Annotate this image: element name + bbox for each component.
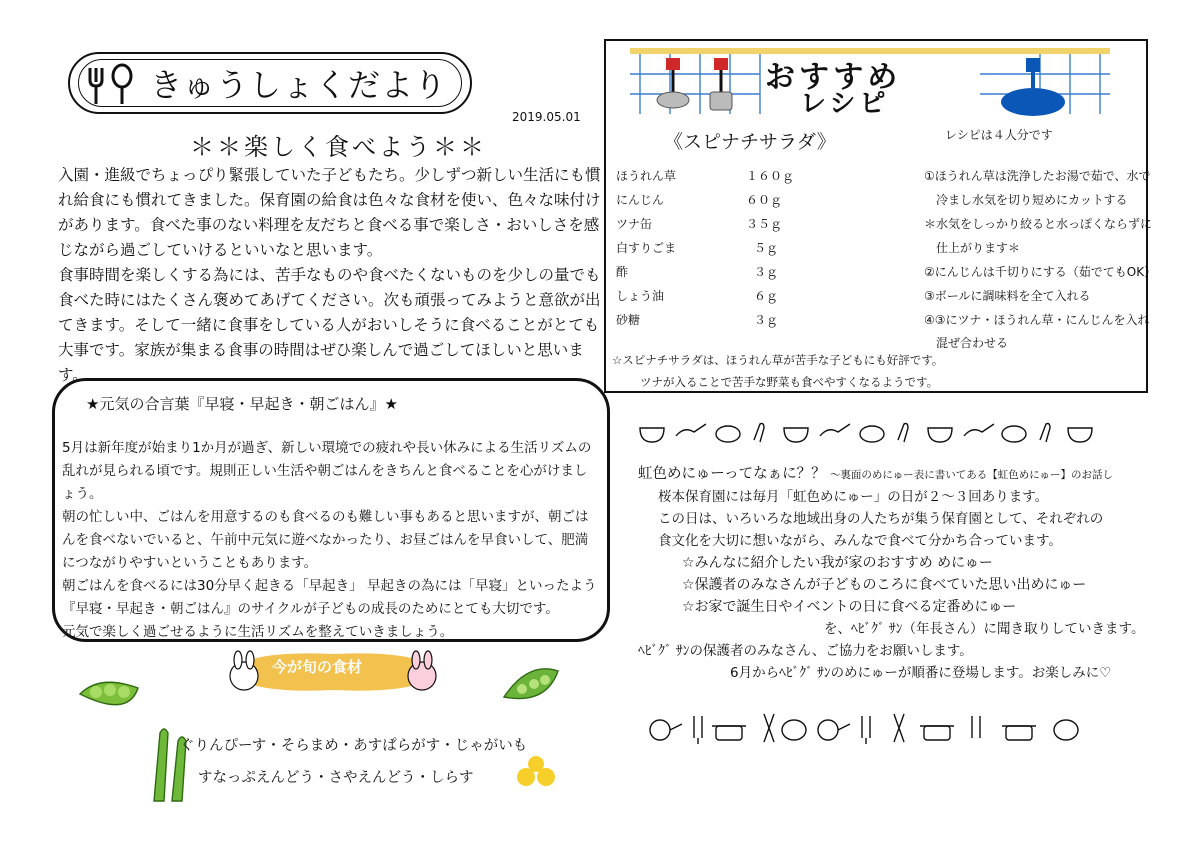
- intro-paragraph: 入園・進級でちょっぴり緊張していた子どもたち。少しずつ新しい生活にも慣れ給食にも慣れてきました。保育園の給食は色々な食材を使い、色々な味付けがあります。食べた事のない料理を友だちと食べる事で楽しさ・おいしさを感じながら過ごしていけるといいなと思います。: [58, 166, 601, 259]
- niji-subnote: ～裏面のめにゅー表に書いてある【虹色めにゅー】のお話し: [829, 469, 1114, 481]
- ingredient-amount: ５ｇ: [754, 241, 779, 255]
- recipe-step: ③ボールに調味料を全て入れる: [924, 289, 1091, 303]
- snap-pea-icon: [500, 665, 562, 707]
- tableware-border-top: [636, 418, 1096, 450]
- recipe-step: 混ぜ合わせる: [936, 336, 1009, 350]
- niji-item: ☆保護者のみなさんが子どものころに食べていた思い出めにゅー: [682, 577, 1087, 593]
- ingredient-amount: ３ｇ: [754, 265, 779, 279]
- niji-line: ﾍﾋﾞｸﾞ ｻﾝの保護者のみなさん、ご協力をお願いします。: [638, 643, 973, 659]
- ingredient-name: ほうれん草: [616, 169, 677, 183]
- ingredient-amount: ３ｇ: [754, 313, 779, 327]
- ingredient-name: 酢: [616, 265, 629, 279]
- recipe-name: 《スピナチサラダ》: [664, 131, 836, 153]
- slogan-body: [62, 437, 598, 644]
- seasonal-foods-line2: すなっぷえんどう・さやえんどう・しらす: [198, 770, 474, 786]
- ingredient-amount: １６０ｇ: [746, 169, 795, 183]
- ingredient-name: にんじん: [616, 193, 665, 207]
- slogan-line: 朝の忙しい中、ごはんを用意するのも食べるのも難しい事もあると思いますが、朝ごはんを食べないでいると、午前中元気に遊べなかったり、お昼ごはんを早食いして、肥満につながりやすいということもあります。: [62, 509, 589, 571]
- recipe-step: ＊水気をしっかり絞ると水っぽくならずに: [924, 217, 1153, 231]
- ingredient-name: しょう油: [616, 289, 665, 303]
- recipe-step: ②にんじんは千切りにする（茹でてもOK）: [924, 265, 1157, 279]
- title-frame: [68, 52, 472, 114]
- slogan-line: 5月は新年度が始まり1か月が過ぎ、新しい環境での疲れや長い休みによる生活リズムの乱れが見られる頃です。規則正しい生活や朝ごはんをきちんと食べることを心がけましょう。: [62, 440, 592, 502]
- fork-spoon-icon: [82, 62, 142, 106]
- intro-paragraph: 食事時間を楽しくする為には、苦手なものや食べたくないものを少しの量でも食べた時にはたくさん褒めてあげてください。次も頑張ってみようと意欲が出てきます。そして一緒に食事をしている人がおいしそうに食べることがとても大事です。家族が集まる食事の時間はぜひ楽しんで過ごしてほしいと思います。: [58, 266, 601, 384]
- recipe-header-subtitle: レシピ: [800, 89, 890, 119]
- slogan-line: 元気で楽しく過ごせるように生活リズムを整えていきましょう。: [62, 624, 454, 640]
- niji-line: この日は、いろいろな地域出身の人たちが集う保育園として、それぞれの: [658, 511, 1104, 527]
- ingredient-amount: ３５ｇ: [746, 217, 783, 231]
- seasonal-banner-label: 今が旬の食材: [272, 658, 363, 676]
- seasonal-foods-line1: ぐりんぴーす・そらまめ・あすぱらがす・じゃがいも: [180, 738, 528, 754]
- ingredient-amount: ６ｇ: [754, 289, 779, 303]
- recipe-header-title: おすすめ: [765, 60, 902, 95]
- recipe-note: ツナが入ることで苦手な野菜も食べやすくなるようです。: [640, 375, 939, 389]
- recipe-step: ①ほうれん草は洗浄したお湯で茹で、水で: [924, 169, 1151, 183]
- newsletter-title: きゅうしょくだより: [150, 66, 448, 104]
- intro-text: [58, 163, 604, 388]
- recipe-step: 仕上がります＊: [936, 241, 1021, 255]
- ingredient-amount: ６０ｇ: [746, 193, 783, 207]
- ingredient-name: 白すりごま: [616, 241, 677, 255]
- beans-icon: [514, 755, 560, 789]
- recipe-serves: レシピは４人分です: [945, 128, 1053, 142]
- niji-menu-section: [638, 463, 1158, 684]
- niji-line: 食文化を大切に想いながら、みんなで食べて分かち合っています。: [658, 533, 1062, 549]
- niji-line: 6月からﾍﾋﾞｸﾞ ｻﾝのめにゅーが順番に登場します。お楽しみに♡: [730, 665, 1112, 681]
- ingredient-name: ツナ缶: [616, 217, 653, 231]
- slogan-line: 朝ごはんを食べるには30分早く起きる「早起き」 早起きの為には「早寝」といったよう『早寝・早起き・朝ごはん』のサイクルが子どもの成長のためにとても大切です。: [62, 578, 597, 617]
- niji-line: を、ﾍﾋﾞｸﾞ ｻﾝ（年長さん）に聞き取りしていきます。: [824, 621, 1145, 637]
- issue-date: 2019.05.01: [512, 110, 581, 124]
- recipe-step: ④③にツナ・ほうれん草・にんじんを入れ: [924, 313, 1150, 327]
- kitchen-tools-border-bottom: [646, 708, 1086, 748]
- niji-heading: 虹色めにゅーってなぁに？？: [638, 466, 826, 482]
- headline: ＊＊楽しく食べよう＊＊: [190, 133, 487, 161]
- niji-item: ☆みんなに紹介したい我が家のおすすめ めにゅー: [682, 555, 993, 571]
- recipe-note: ☆スピナチサラダは、ほうれん草が苦手な子どもにも好評です。: [612, 353, 944, 367]
- recipe-step: 冷まし水気を切り短めにカットする: [936, 193, 1128, 207]
- niji-item: ☆お家で誕生日やイベントの日に食べる定番めにゅー: [682, 599, 1017, 615]
- peas-icon: [76, 664, 142, 722]
- niji-line: 桜本保育園には毎月「虹色めにゅー」の日が２～３回あります。: [658, 489, 1049, 505]
- ingredient-name: 砂糖: [616, 313, 641, 327]
- slogan-title: ★元気の合言葉『早寝・早起き・朝ごはん』★: [86, 395, 398, 413]
